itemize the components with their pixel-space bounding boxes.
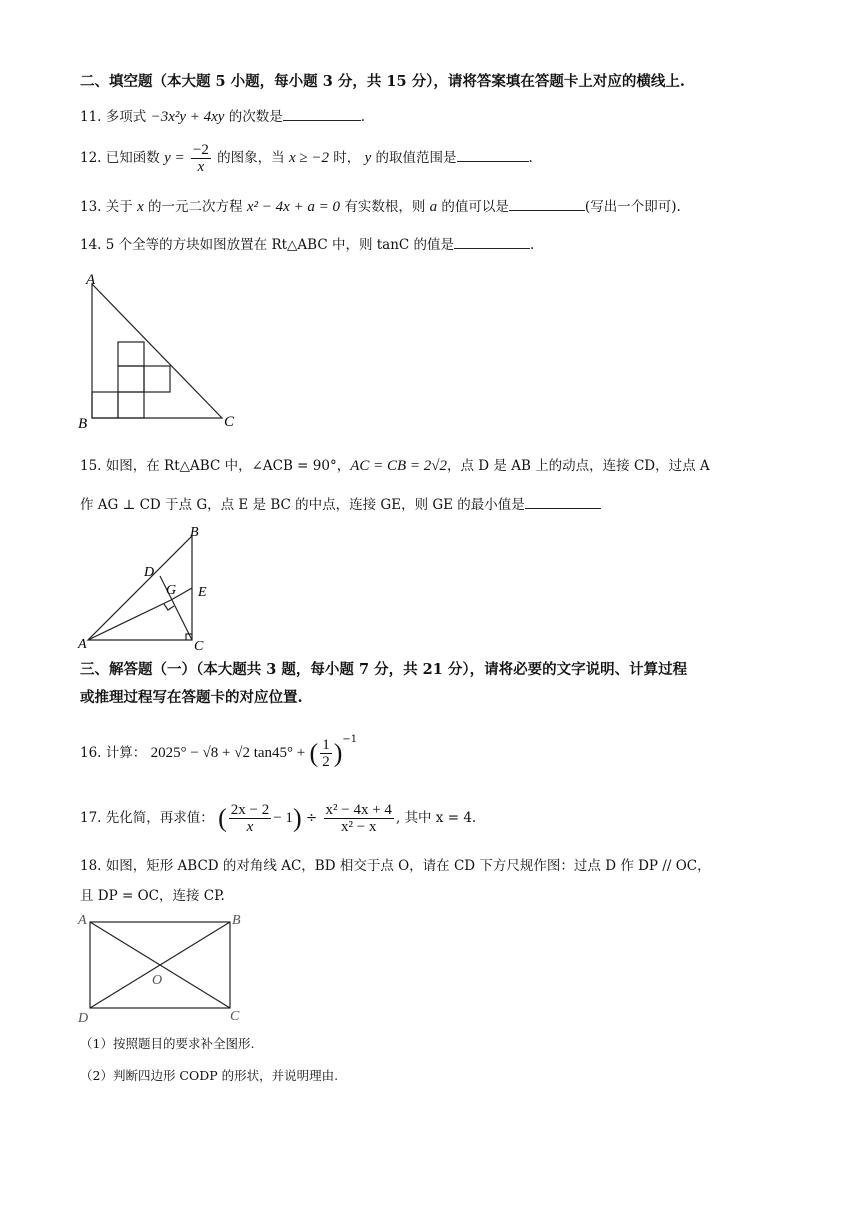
q16-fraction (320, 737, 332, 770)
q13-end: (写出一个即可). (584, 199, 681, 215)
q15-text1b: ，点 D 是 AB 上的动点，连接 CD，过点 A (447, 458, 710, 474)
q14-triangle (92, 284, 222, 418)
q13-mid2: 有实数根，则 (344, 199, 426, 215)
q17-number: 17. (80, 810, 102, 826)
q18-figure (74, 908, 254, 1026)
q15-triangle (88, 536, 192, 640)
q17-f1-den: x (246, 819, 254, 835)
q18-label-a: A (78, 913, 87, 928)
q11-tail: 的次数是 (228, 109, 283, 125)
q11-end: . (360, 109, 366, 125)
q17-tail: , 其中 x = 4. (395, 810, 477, 826)
q12-var: y (364, 150, 372, 166)
q12-fraction (191, 142, 211, 175)
q17-text: 先化简，再求值： (105, 810, 214, 826)
q12-number: 12. (80, 150, 102, 166)
q14-block (118, 342, 144, 366)
q17-fraction1 (229, 802, 271, 835)
q11-text: 多项式 (105, 109, 147, 125)
q14-answer-blank[interactable] (454, 234, 530, 249)
q11-answer-blank[interactable] (283, 106, 361, 121)
q11-expression: −3x²y + 4xy (150, 109, 225, 125)
q17-f2-num: x² − 4x + 4 (325, 802, 392, 818)
q13-equation: x² − 4x + a = 0 (246, 199, 341, 215)
q16-expression: 2025° − √8 + √2 tan45° + (150, 745, 306, 761)
q15-answer-blank[interactable] (525, 494, 601, 509)
q16-number: 16. (80, 745, 102, 761)
q15-text1: 15. 如图，在 Rt△ABC 中，∠ACB = 90°， (80, 458, 351, 474)
q15-label-a: A (78, 637, 87, 652)
q13-text: 关于 (105, 199, 133, 215)
q14-label-c: C (224, 414, 235, 430)
q18-label-b: B (232, 913, 241, 928)
q17-minus: − 1 (273, 810, 293, 826)
q15-segment-ag (88, 600, 171, 640)
q16-text: 计算： (105, 745, 147, 761)
section2-heading: 二、填空题（本大题 5 小题，每小题 3 分，共 15 分），请将答案填在答题卡上对应的横线上. (80, 73, 685, 90)
q15-label-c: C (194, 639, 204, 652)
q17-paren-open: ( (218, 803, 227, 833)
q11-number: 11. (80, 109, 102, 125)
q15-label-b: B (190, 525, 199, 540)
q16-paren-close: ) (333, 738, 343, 768)
q12-mid: 的图象，当 (217, 150, 285, 166)
question-12 (80, 142, 533, 175)
q18-label-o: O (152, 973, 163, 988)
question-18-line2: 且 DP = OC，连接 CP. (80, 888, 225, 904)
q13-tail: 的值可以是 (441, 199, 509, 215)
q12-answer-blank[interactable] (457, 147, 529, 162)
q13-number: 13. (80, 199, 102, 215)
q15-label-g: G (166, 583, 177, 598)
q12-mid2: 时， (333, 150, 361, 166)
q12-condition: x ≥ −2 (288, 150, 329, 166)
q18-sub1: （1）按照题目的要求补全图形. (80, 1036, 255, 1051)
question-16 (80, 733, 358, 770)
q14-block (144, 366, 170, 392)
q14-label-b: B (78, 416, 88, 432)
q15-label-e: E (198, 585, 207, 600)
q15-condition: AC = CB = 2√2 (350, 458, 448, 474)
section3-heading-line1: 三、解答题（一）（本大题共 3 题，每小题 7 分，共 21 分），请将必要的文字说明、计算过程 (80, 661, 688, 678)
q16-exponent: −1 (342, 733, 358, 745)
q14-text: 5 个全等的方块如图放置在 Rt△ABC 中，则 tanC 的值是 (105, 237, 455, 253)
q15-figure (74, 520, 224, 652)
question-15-line1 (80, 456, 710, 476)
q12-text: 已知函数 (105, 150, 160, 166)
q15-right-angle-g (164, 604, 174, 610)
section3-heading-line2: 或推理过程写在答题卡的对应位置. (80, 689, 303, 706)
question-11 (80, 106, 365, 127)
q14-label-a: A (86, 272, 96, 288)
question-17 (80, 802, 476, 835)
q18-sub2: （2）判断四边形 CODP 的形状，并说明理由. (80, 1068, 339, 1083)
q16-frac-den: 2 (322, 754, 330, 770)
q15-label-d: D (144, 565, 155, 580)
q12-frac-den: x (197, 159, 205, 175)
q17-divide: ÷ (305, 810, 318, 826)
q14-block (118, 392, 144, 418)
q13-mid: 的一元二次方程 (148, 199, 243, 215)
q12-lhs: y = (164, 150, 185, 166)
q14-number: 14. (80, 237, 102, 253)
q14-block (118, 366, 144, 392)
q17-f2-den: x² − x (340, 819, 377, 835)
q17-f1-num: 2x − 2 (230, 802, 270, 818)
question-18-line1: 18. 如图，矩形 ABCD 的对角线 AC，BD 相交于点 O，请在 CD 下方尺规作图：过点 D 作 DP // OC， (80, 858, 711, 874)
question-13 (80, 196, 681, 217)
q13-answer-blank[interactable] (509, 196, 585, 211)
question-15-line2 (80, 494, 601, 515)
q14-figure (74, 270, 244, 432)
q13-var: x (137, 199, 144, 215)
q12-frac-num: −2 (192, 142, 209, 158)
q14-end: . (530, 237, 535, 253)
q12-end: . (528, 150, 533, 166)
q18-label-c: C (230, 1009, 240, 1024)
q18-label-d: D (78, 1011, 89, 1026)
q14-block (92, 392, 118, 418)
question-14 (80, 234, 534, 255)
q17-fraction2 (324, 802, 394, 835)
q13-var2: a (429, 199, 438, 215)
q12-tail: 的取值范围是 (375, 150, 457, 166)
q16-frac-num: 1 (322, 737, 330, 753)
q17-paren-close: ) (292, 803, 302, 833)
q16-paren-open: ( (309, 738, 319, 768)
q15-text2: 作 AG ⊥ CD 于点 G，点 E 是 BC 的中点，连接 GE，则 GE 的最小值是 (80, 497, 525, 513)
